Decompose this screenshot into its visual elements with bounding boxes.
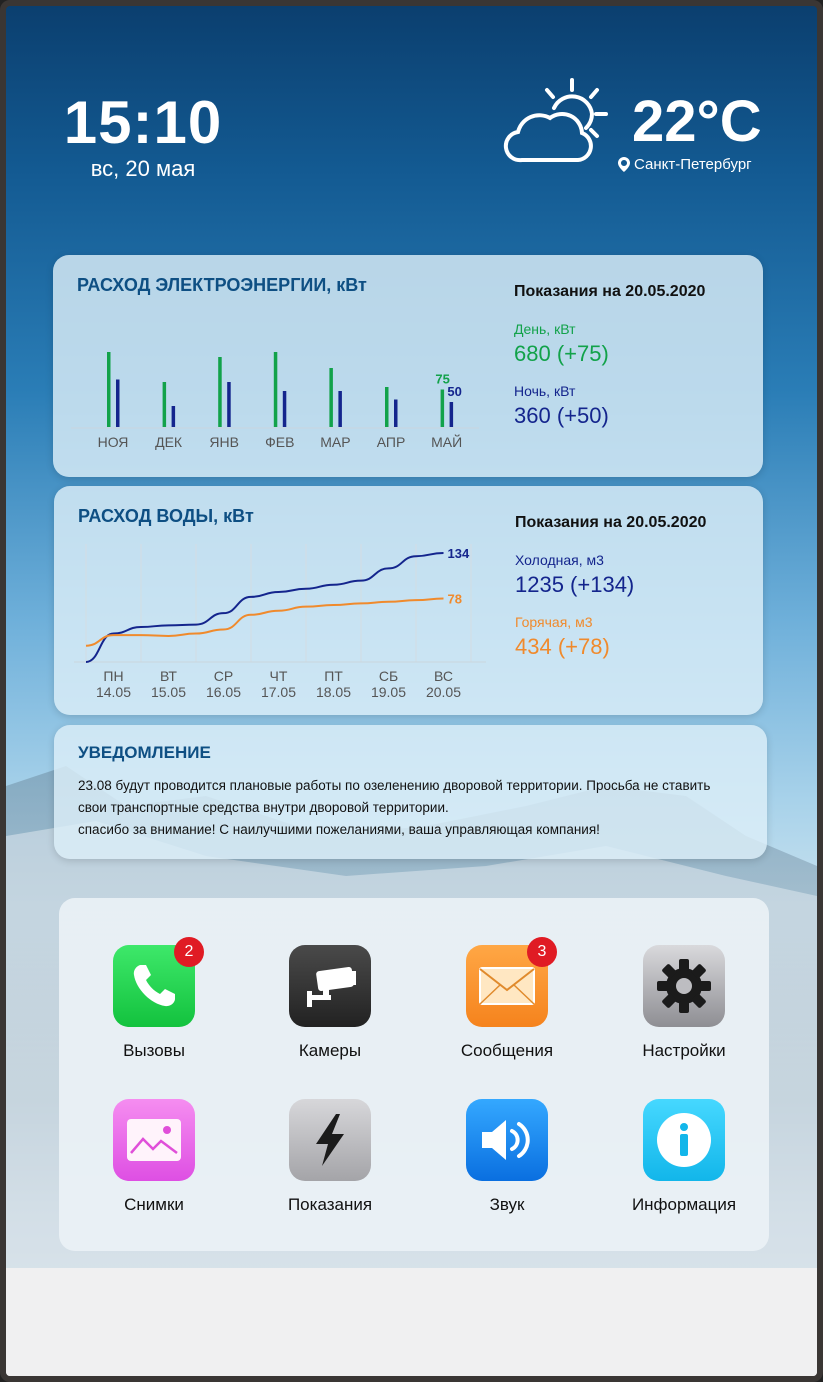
bar-День-МАЙ — [441, 390, 445, 428]
envelope-icon[interactable] — [466, 945, 548, 1027]
x-tick-label: МАР — [320, 434, 351, 450]
electricity-chart — [71, 315, 491, 465]
night-value: 360 (+50) — [514, 403, 609, 428]
x-tick-date: 18.05 — [315, 684, 352, 700]
x-tick-day: ВТ — [160, 668, 177, 684]
day-label: День, кВт — [514, 321, 576, 337]
cold-water-value: 1235 (+134) — [515, 572, 635, 597]
x-tick-date: 20.05 — [425, 684, 462, 700]
clock-date: вс, 20 мая — [90, 156, 196, 181]
bar-Ночь-НОЯ — [116, 380, 120, 428]
bar-День-МАР — [329, 368, 333, 427]
bar-День-НОЯ — [107, 352, 111, 427]
app-label-info: Информация — [631, 1195, 737, 1214]
bar-Ночь-АПР — [394, 400, 398, 428]
camera-icon[interactable] — [289, 945, 371, 1027]
water-readings-title: Показания на 20.05.2020 — [515, 514, 707, 531]
notice-title: УВЕДОМЛЕНИЕ — [78, 743, 211, 762]
app-label-readings: Показания — [287, 1195, 373, 1214]
x-tick-label: ДЕК — [155, 434, 183, 450]
notice-text: 23.08 будут проводится плановые работы по озеленению дворовой территории. Просьба не ставить свои транспортные средства внутри дворовой территории. спасибо за внимание! С наилучшими пожеланиями, ваша управляющая компания! — [78, 778, 711, 837]
bar-День-ЯНВ — [218, 357, 222, 427]
series-line-Холодная — [86, 553, 444, 662]
lightning-icon[interactable] — [289, 1099, 371, 1181]
electricity-readings-title: Показания на 20.05.2020 — [514, 283, 706, 300]
app-label-sound: Звук — [489, 1195, 525, 1214]
x-tick-date: 17.05 — [260, 684, 297, 700]
app-readings[interactable] — [255, 1099, 405, 1215]
location-pin-icon — [618, 157, 630, 172]
day-value: 680 (+75) — [514, 341, 609, 366]
water-chart — [74, 540, 494, 710]
app-calls[interactable] — [79, 945, 229, 1061]
app-grid — [59, 898, 769, 1251]
bar-Ночь-ФЕВ — [283, 391, 287, 427]
app-label-cameras: Камеры — [298, 1041, 362, 1060]
app-info[interactable] — [609, 1099, 759, 1215]
bar-День-АПР — [385, 387, 389, 427]
app-photos[interactable] — [79, 1099, 229, 1215]
app-messages[interactable] — [432, 945, 582, 1061]
phone-icon[interactable] — [113, 945, 195, 1027]
water-title: РАСХОД ВОДЫ, кВт — [78, 506, 254, 526]
x-tick-date: 19.05 — [370, 684, 407, 700]
city-name: Санкт-Петербург — [634, 156, 752, 173]
data-label-День: 75 — [435, 371, 450, 387]
x-tick-label: ФЕВ — [265, 434, 295, 450]
gear-icon[interactable] — [643, 945, 725, 1027]
x-tick-date: 16.05 — [205, 684, 242, 700]
calls-badge: 2 — [174, 937, 204, 967]
info-icon[interactable] — [643, 1099, 725, 1181]
notice-card[interactable] — [54, 725, 767, 859]
bar-День-ФЕВ — [274, 352, 278, 427]
partly-cloudy-icon — [502, 76, 612, 168]
cold-water-label: Холодная, м3 — [515, 552, 604, 568]
x-tick-label: ЯНВ — [209, 434, 239, 450]
speaker-icon[interactable] — [466, 1099, 548, 1181]
hot-water-value: 434 (+78) — [515, 634, 610, 659]
hot-water-label: Горячая, м3 — [515, 614, 593, 630]
bar-Ночь-МАР — [338, 391, 342, 427]
app-sound[interactable] — [432, 1099, 582, 1215]
end-label-Горячая: 78 — [447, 591, 462, 607]
x-tick-day: СБ — [378, 668, 399, 684]
data-label-Ночь: 50 — [447, 384, 462, 399]
image-icon[interactable] — [113, 1099, 195, 1181]
x-tick-day: ПН — [103, 668, 124, 684]
bar-Ночь-МАЙ — [450, 402, 454, 427]
series-line-Горячая — [86, 599, 444, 646]
app-cameras[interactable] — [255, 945, 405, 1061]
messages-badge: 3 — [527, 937, 557, 967]
x-tick-day: ЧТ — [269, 668, 288, 684]
x-tick-label: НОЯ — [97, 434, 129, 450]
bar-Ночь-ДЕК — [172, 406, 176, 427]
x-tick-label: АПР — [376, 434, 406, 450]
water-card[interactable] — [54, 486, 763, 715]
x-tick-day: ПТ — [324, 668, 343, 684]
x-tick-day: СР — [213, 668, 234, 684]
end-label-Холодная: 134 — [447, 545, 470, 561]
bottom-bar — [6, 1268, 817, 1376]
location — [618, 156, 752, 173]
app-settings[interactable] — [609, 945, 759, 1061]
clock-time: 15:10 — [63, 89, 223, 156]
temperature: 22°C — [632, 89, 762, 154]
electricity-title: РАСХОД ЭЛЕКТРОЭНЕРГИИ, кВт — [77, 275, 367, 295]
bar-День-ДЕК — [163, 382, 167, 427]
app-label-messages: Сообщения — [460, 1041, 554, 1060]
bar-Ночь-ЯНВ — [227, 382, 231, 427]
app-label-calls: Вызовы — [123, 1041, 185, 1060]
electricity-card[interactable] — [53, 255, 763, 477]
x-tick-date: 14.05 — [95, 684, 132, 700]
x-tick-day: ВС — [434, 668, 453, 684]
x-tick-label: МАЙ — [431, 434, 463, 450]
app-label-photos: Снимки — [124, 1195, 184, 1214]
x-tick-date: 15.05 — [150, 684, 187, 700]
app-label-settings: Настройки — [642, 1041, 726, 1060]
night-label: Ночь, кВт — [514, 383, 576, 399]
